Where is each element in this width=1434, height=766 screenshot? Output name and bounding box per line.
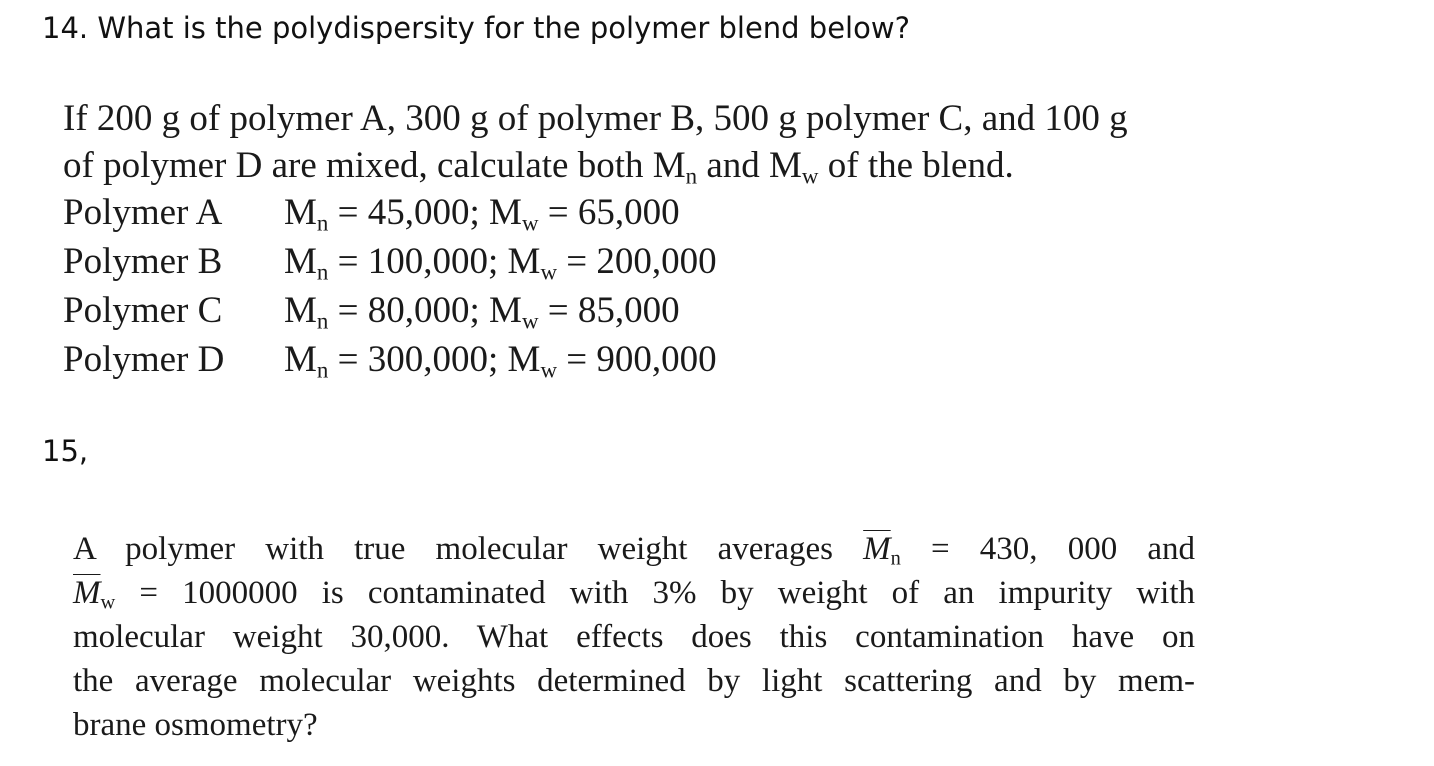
q15-line-3: molecular weight 30,000. What effects does this contamination have on [73, 619, 1195, 655]
polymer-row-a [63, 189, 1128, 238]
question-14-title: 14. What is the polydispersity for the polymer blend below? [42, 11, 910, 45]
intro-line-2: of polymer D are mixed, calculate both $M_n$ and $M_w$ of the blend. [63, 145, 1014, 189]
question-14-body [63, 95, 1128, 385]
polymer-values: $M_n = 80,000$; $M_w = 85,000$ [284, 290, 680, 334]
question-15-title: 15, [42, 434, 89, 468]
q15-line-5: brane osmometry? [73, 707, 318, 743]
polymer-name: Polymer D [63, 339, 225, 380]
intro-line-1: If 200 g of polymer A, 300 g of polymer B, 500 g polymer C, and 100 g [63, 98, 1128, 139]
polymer-row-d [63, 336, 1128, 385]
polymer-row-b [63, 238, 1128, 287]
polymer-row-c [63, 287, 1128, 336]
polymer-name: Polymer A [63, 192, 223, 233]
polymer-values: $M_n = 300,000$; $M_w = 900,000$ [284, 339, 717, 383]
polymer-values: $M_n = 45,000$; $M_w = 65,000$ [284, 192, 680, 236]
q15-line-2: $\overline{M}_w = 1000000$ is contaminated with 3% by weight of an impurity with [73, 575, 1195, 614]
polymer-values: $M_n = 100,000$; $M_w = 200,000$ [284, 241, 717, 285]
polymer-name: Polymer B [63, 241, 223, 282]
q15-line-1: A polymer with true molecular weight averages $\overline{M}_n = 430$, 000 and [73, 531, 1195, 570]
polymer-name: Polymer C [63, 290, 223, 331]
q15-line-4: the average molecular weights determined by light scattering and by mem- [73, 663, 1195, 699]
question-15-body [73, 527, 1195, 747]
